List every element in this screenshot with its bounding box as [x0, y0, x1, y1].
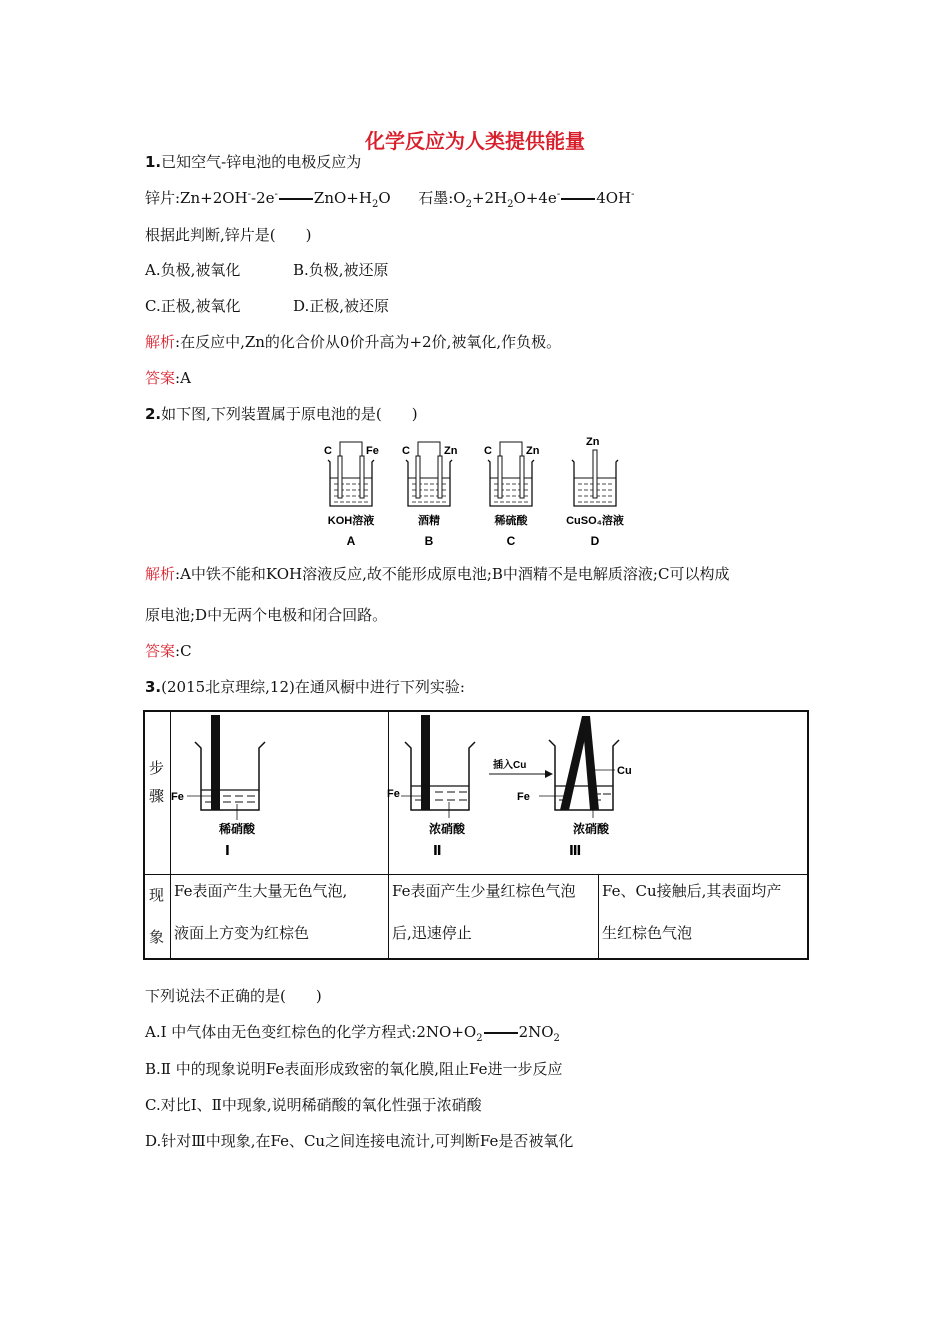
electrode-left-label: C — [402, 445, 410, 457]
fig2-fe-label: Fe — [387, 788, 400, 800]
fig3-roman: Ⅲ — [569, 843, 582, 858]
page-title: 化学反应为人类提供能量 — [365, 129, 585, 153]
electrode-left — [338, 456, 342, 498]
q1-stem: 1.已知空气-锌电池的电极反应为 — [145, 153, 362, 171]
beaker-solution-label: 稀硫酸 — [494, 515, 528, 527]
electrode-right-label: Fe — [366, 445, 379, 457]
experiment-table — [143, 710, 809, 960]
beaker-outline — [406, 460, 452, 506]
fig1-roman: Ⅰ — [225, 843, 230, 858]
wire — [340, 442, 362, 456]
q1-options-ab: A.负极,被氧化 B.负极,被还原 — [145, 261, 389, 279]
beaker-letter: B — [424, 534, 434, 548]
equals-sign — [561, 198, 595, 200]
q1-analysis: 解析:在反应中,Zn的化合价从0价升高为+2价,被氧化,作负极。 — [145, 333, 562, 351]
electrode-right-label: Zn — [526, 445, 540, 457]
electrode-right — [438, 456, 442, 498]
q1-equations: 锌片:Zn+2OH--2e- $ZnO+H_2O$ 石墨$:O_2+2H_2O+4e^-$ 4OH- — [145, 189, 635, 210]
q2-analysis-2: 原电池;D中无两个电极和闭合回路。 — [145, 606, 388, 624]
wire — [418, 442, 440, 456]
phenomenon-label: 现 象 — [149, 886, 165, 946]
fig3-cu-label: Cu — [617, 765, 632, 777]
equals-sign — [279, 198, 313, 200]
beaker-outline — [328, 460, 374, 506]
q1-answer: 答案:A — [145, 369, 191, 387]
q3-question: 下列说法不正确的是( ) — [145, 987, 322, 1005]
q1-question: 根据此判断,锌片是( ) — [145, 226, 312, 244]
step-label: 步 骤 — [149, 759, 165, 805]
q3-option-b: B.Ⅱ 中的现象说明Fe表面形成致密的氧化膜,阻止Fe进一步反应 — [145, 1060, 563, 1078]
electrode-left — [498, 456, 502, 498]
electrode-left-label: C — [484, 445, 492, 457]
q3-option-c: C.对比Ⅰ、Ⅱ中现象,说明稀硝酸的氧化性强于浓硝酸 — [145, 1096, 482, 1114]
fig3-solution: 浓硝酸 — [573, 822, 610, 836]
phenomenon-1: Fe表面产生大量无色气泡, 液面上方变为红棕色 — [174, 882, 348, 942]
equals-sign — [484, 1032, 518, 1034]
q3-stem: 3.(2015北京理综,12)在通风橱中进行下列实验: — [145, 678, 465, 696]
fig1-solution: 稀硝酸 — [219, 822, 256, 836]
q2-figure — [310, 432, 640, 552]
electrode-right-label: Zn — [444, 445, 458, 457]
phenomenon-2: Fe表面产生少量红棕色气泡 后,迅速停止 — [392, 882, 576, 942]
q2-stem: 2.如下图,下列装置属于原电池的是( ) — [145, 405, 418, 423]
electrode-single — [593, 450, 597, 498]
fig2-roman: Ⅱ — [433, 843, 442, 858]
q2-analysis-1: 解析:A中铁不能和KOH溶液反应,故不能形成原电池;B中酒精不是电解质溶液;C可以构成 — [145, 565, 730, 583]
fig2-solution: 浓硝酸 — [429, 822, 466, 836]
electrode-right — [360, 456, 364, 498]
electrode-left-label: C — [324, 445, 332, 457]
beaker-letter: A — [346, 534, 356, 548]
wire — [500, 442, 522, 456]
beaker-solution-label: 酒精 — [418, 515, 440, 527]
beaker-solution-label: CuSO₄溶液 — [566, 515, 624, 527]
electrode-left — [416, 456, 420, 498]
electrode-right — [520, 456, 524, 498]
q3-option-d: D.针对Ⅲ中现象,在Fe、Cu之间连接电流计,可判断Fe是否被氧化 — [145, 1132, 574, 1150]
q1-options-cd: C.正极,被氧化 D.正极,被还原 — [145, 297, 390, 315]
electrode-single-label: Zn — [586, 436, 600, 448]
q3-option-a: A.Ⅰ 中气体由无色变红棕色的化学方程式$:2NO+O_2$ $2NO_2$ — [145, 1023, 560, 1044]
beaker-letter: D — [590, 534, 600, 548]
experiment-figure-1 — [171, 712, 387, 874]
q2-answer: 答案:C — [145, 642, 192, 660]
fig1-fe-label: Fe — [171, 791, 184, 803]
fig2-arrow-label: 插入Cu — [493, 760, 527, 771]
beaker-solution-label: KOH溶液 — [327, 515, 375, 527]
experiment-figure-2-3 — [389, 712, 689, 874]
beaker-outline — [488, 460, 534, 506]
phenomenon-3: Fe、Cu接触后,其表面均产 生红棕色气泡 — [602, 882, 782, 942]
fig3-fe-label: Fe — [517, 791, 530, 803]
beaker-letter: C — [506, 534, 516, 548]
